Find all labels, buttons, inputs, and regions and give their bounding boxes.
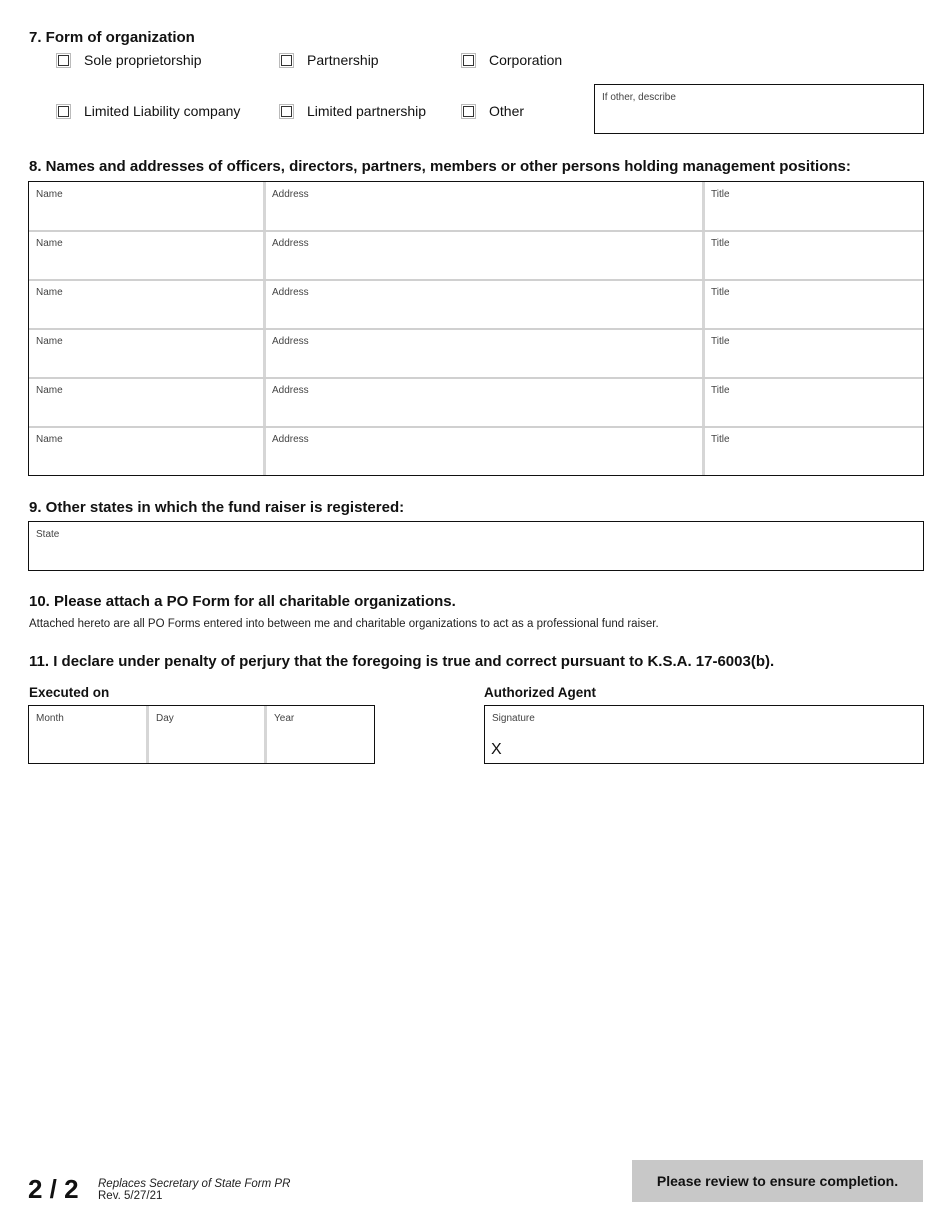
field-label: Title xyxy=(711,189,730,200)
title-field[interactable] xyxy=(704,329,924,377)
option-label: Sole proprietorship xyxy=(84,52,202,68)
signature-field[interactable] xyxy=(484,705,924,764)
title-field[interactable] xyxy=(704,231,924,279)
executed-on-date xyxy=(28,705,375,764)
title-field[interactable] xyxy=(704,378,924,426)
address-field[interactable] xyxy=(265,280,702,328)
page-number: 2 / 2 xyxy=(28,1174,79,1204)
checkbox[interactable] xyxy=(281,55,292,66)
field-label: Year xyxy=(274,713,295,724)
name-field[interactable] xyxy=(29,231,263,279)
day-field[interactable] xyxy=(149,706,264,762)
title-field[interactable] xyxy=(704,280,924,328)
field-label: If other, describe xyxy=(602,92,676,103)
name-field[interactable] xyxy=(29,280,263,328)
field-label: Name xyxy=(36,336,63,347)
option-sole-proprietorship[interactable] xyxy=(58,52,202,68)
field-label: Signature xyxy=(492,713,535,724)
checkbox[interactable] xyxy=(281,106,292,117)
field-label: Day xyxy=(156,713,174,724)
field-label: Title xyxy=(711,287,730,298)
footer-notes xyxy=(98,1178,290,1202)
option-label: Partnership xyxy=(307,52,379,68)
field-label: Name xyxy=(36,287,63,298)
field-label: Title xyxy=(711,336,730,347)
option-label: Limited partnership xyxy=(307,103,427,119)
field-label: Address xyxy=(272,385,309,396)
section-10-heading: 10. Please attach a PO Form for all charitable organizations. xyxy=(29,593,456,610)
field-label: Month xyxy=(36,713,64,724)
checkbox[interactable] xyxy=(463,55,474,66)
field-label: Name xyxy=(36,238,63,249)
name-field[interactable] xyxy=(29,378,263,426)
month-field[interactable] xyxy=(29,706,146,762)
state-field[interactable] xyxy=(28,521,924,571)
address-field[interactable] xyxy=(265,427,702,475)
revision-note: Rev. 5/27/21 xyxy=(98,1190,163,1202)
name-field[interactable] xyxy=(29,427,263,475)
field-label: Name xyxy=(36,385,63,396)
other-describe-field[interactable] xyxy=(594,84,924,134)
address-field[interactable] xyxy=(265,182,702,230)
section-9-heading: 9. Other states in which the fund raiser is registered: xyxy=(29,499,405,516)
name-field[interactable] xyxy=(29,329,263,377)
checkbox[interactable] xyxy=(58,106,69,117)
address-field[interactable] xyxy=(265,378,702,426)
field-label: Address xyxy=(272,189,309,200)
field-label: Title xyxy=(711,434,730,445)
signature-x-mark: X xyxy=(491,741,502,758)
field-label: Title xyxy=(711,385,730,396)
title-field[interactable] xyxy=(704,182,924,230)
option-partnership[interactable] xyxy=(281,52,379,68)
option-other[interactable] xyxy=(463,103,524,119)
section-10-text: Attached hereto are all PO Forms entered into between me and charitable organizations to act as a professional fund raiser. xyxy=(29,618,659,630)
field-label: Address xyxy=(272,287,309,298)
checkbox[interactable] xyxy=(463,106,474,117)
option-label: Other xyxy=(489,103,525,119)
field-label: Address xyxy=(272,238,309,249)
section-11-heading: 11. I declare under penalty of perjury that the foregoing is true and correct pursuant to K.S.A. 17-6003(b). xyxy=(29,653,775,670)
title-field[interactable] xyxy=(704,427,924,475)
address-field[interactable] xyxy=(265,231,702,279)
section-8-heading: 8. Names and addresses of officers, directors, partners, members or other persons holding management positions: xyxy=(29,158,851,175)
review-button[interactable]: Please review to ensure completion. xyxy=(632,1160,923,1202)
address-field[interactable] xyxy=(265,329,702,377)
option-corporation[interactable] xyxy=(463,52,562,68)
field-label: Address xyxy=(272,434,309,445)
field-label: Address xyxy=(272,336,309,347)
management-table xyxy=(28,181,924,476)
executed-on-label: Executed on xyxy=(29,685,110,700)
field-label: Title xyxy=(711,238,730,249)
option-llc[interactable] xyxy=(58,103,240,119)
name-field[interactable] xyxy=(29,182,263,230)
checkbox[interactable] xyxy=(58,55,69,66)
option-label: Limited Liability company xyxy=(84,103,241,119)
year-field[interactable] xyxy=(267,706,374,762)
replaces-note: Replaces Secretary of State Form PR xyxy=(98,1178,291,1190)
authorized-agent-label: Authorized Agent xyxy=(484,685,596,700)
field-label: State xyxy=(36,529,60,540)
option-limited-partnership[interactable] xyxy=(281,103,426,119)
option-label: Corporation xyxy=(489,52,563,68)
field-label: Name xyxy=(36,434,63,445)
section-7-heading: 7. Form of organization xyxy=(29,29,195,46)
field-label: Name xyxy=(36,189,63,200)
